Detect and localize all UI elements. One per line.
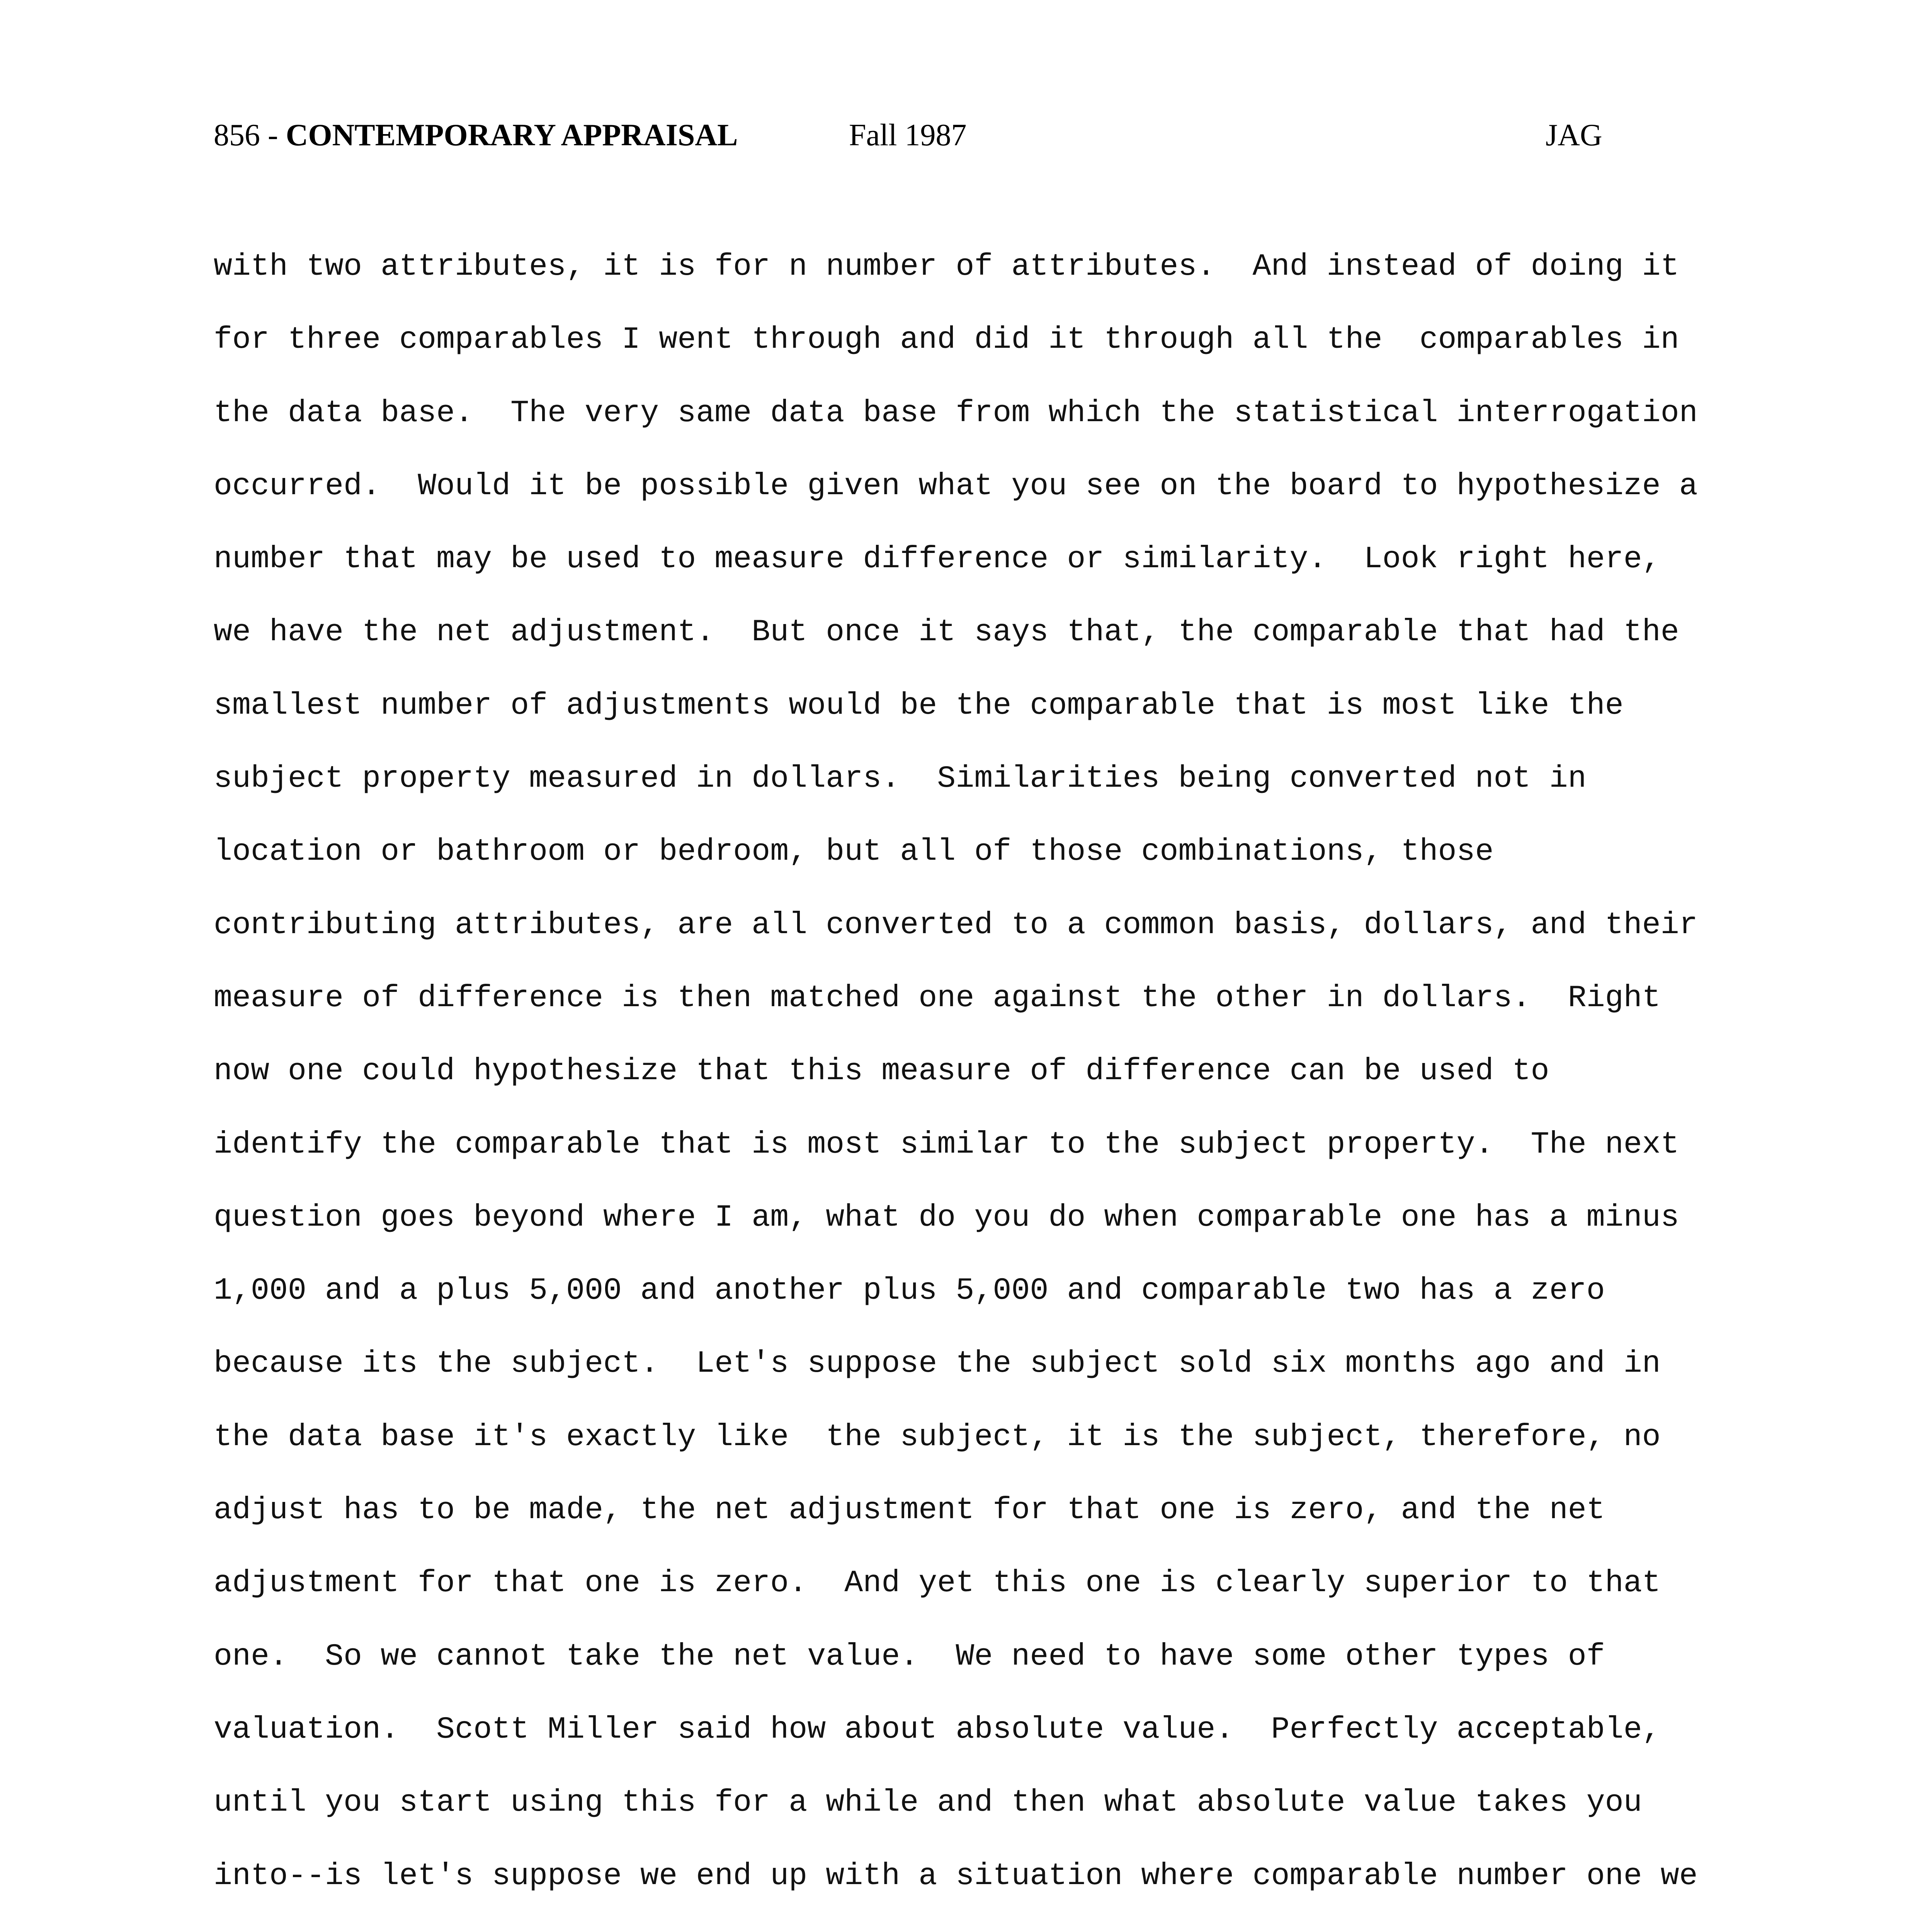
text-line: the data base. The very same data base from which the statistical interrogation	[214, 395, 1698, 431]
course-term: Fall 1987	[849, 118, 967, 152]
text-line: now one could hypothesize that this measure of difference can be used to	[214, 1054, 1549, 1089]
text-line: adjust has to be made, the net adjustment for that one is zero, and the net	[214, 1493, 1605, 1528]
course-title	[214, 112, 738, 158]
course-name: CONTEMPORARY APPRAISAL	[286, 118, 738, 152]
text-line: into--is let's suppose we end up with a situation where comparable number one we	[214, 1858, 1698, 1894]
text-line: the data base it's exactly like the subject, it is the subject, therefore, no	[214, 1419, 1661, 1455]
text-line: 1,000 and a plus 5,000 and another plus 5,000 and comparable two has a zero	[214, 1273, 1605, 1309]
text-line: location or bathroom or bedroom, but all of those combinations, those	[214, 834, 1494, 870]
text-line: measure of difference is then matched one against the other in dollars. Right	[214, 980, 1661, 1016]
page-header	[0, 112, 1932, 158]
text-line: valuation. Scott Miller said how about absolute value. Perfectly acceptable,	[214, 1712, 1661, 1747]
text-line: for three comparables I went through and did it through all the comparables in	[214, 322, 1679, 358]
transcript-body	[214, 230, 1759, 1932]
text-line: adjustment for that one is zero. And yet this one is clearly superior to that	[214, 1566, 1661, 1601]
course-number: 856 -	[214, 118, 278, 152]
text-line: smallest number of adjustments would be the comparable that is most like the	[214, 688, 1624, 723]
text-line: identify the comparable that is most similar to the subject property. The next	[214, 1127, 1679, 1162]
text-line: we have the net adjustment. But once it says that, the comparable that had the	[214, 615, 1679, 650]
author-initials: JAG	[1546, 118, 1602, 152]
text-line: with two attributes, it is for n number of attributes. And instead of doing it	[214, 249, 1679, 284]
text-line: one. So we cannot take the net value. We need to have some other types of	[214, 1639, 1605, 1674]
text-line: question goes beyond where I am, what do you do when comparable one has a minus	[214, 1200, 1679, 1235]
text-line: until you start using this for a while and then what absolute value takes you	[214, 1785, 1642, 1821]
text-line	[214, 1913, 1759, 1932]
text-line: subject property measured in dollars. Similarities being converted not in	[214, 761, 1587, 797]
text-line: occurred. Would it be possible given what you see on the board to hypothesize a	[214, 468, 1698, 504]
text-line: number that may be used to measure difference or similarity. Look right here,	[214, 542, 1661, 577]
text-line: because its the subject. Let's suppose the subject sold six months ago and in	[214, 1346, 1661, 1382]
text-line: contributing attributes, are all converted to a common basis, dollars, and their	[214, 907, 1698, 943]
